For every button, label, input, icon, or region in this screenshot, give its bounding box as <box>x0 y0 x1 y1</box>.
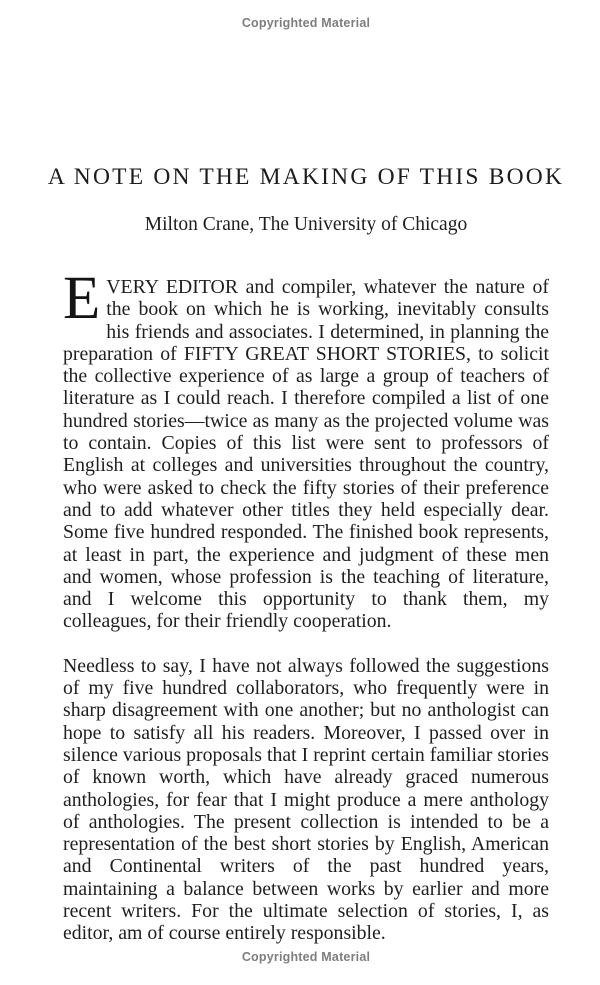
paragraph-1-text: VERY EDITOR and compiler, whatever the nature of the book on which he is working, inevitably consults his friends and associates. I determined, in planning the preparation of FIFTY GREAT SHORT STORIES, to solicit the collective experience of as large a group of teachers of literature as I could reach. I therefore compiled a list of one hundred stories—twice as many as the projected volume was to contain. Copies of this list were sent to professors of English at colleges and universities throughout the country, who were asked to check the fifty stories of their preference and to add whatever other titles they held especially dear. Some five hundred responded. The finished book represents, at least in part, the experience and judgment of these men and women, whose profession is the teaching of literature, and I welcome this opportunity to thank them, my colleagues, for their friendly cooperation. <box>63 276 549 633</box>
paragraph-2: Needless to say, I have not always followed the suggestions of my five hundred collaborators, who frequently were in sharp disagreement with one another; but no anthologist can hope to satisfy all his readers. Moreover, I passed over in silence various proposals that I reprint certain familiar stories of known worth, which have already graced numerous anthologies, for fear that I might produce a mere anthology of anthologies. The present collection is intended to be a representation of the best short stories by English, American and Continental writers of the past hundred years, maintaining a balance between works by earlier and more recent writers. For the ultimate selection of stories, I, as editor, am of course entirely responsible. <box>63 654 549 945</box>
byline: Milton Crane, The University of Chicago <box>144 214 468 235</box>
copyright-notice-top: Copyrighted Material <box>241 16 371 30</box>
paragraph-1 <box>63 265 549 633</box>
copyright-notice-bottom: Copyrighted Material <box>241 950 371 964</box>
body-text <box>63 265 549 945</box>
page-title: A NOTE ON THE MAKING OF THIS BOOK <box>47 164 565 190</box>
dropcap-letter: E <box>63 265 101 332</box>
